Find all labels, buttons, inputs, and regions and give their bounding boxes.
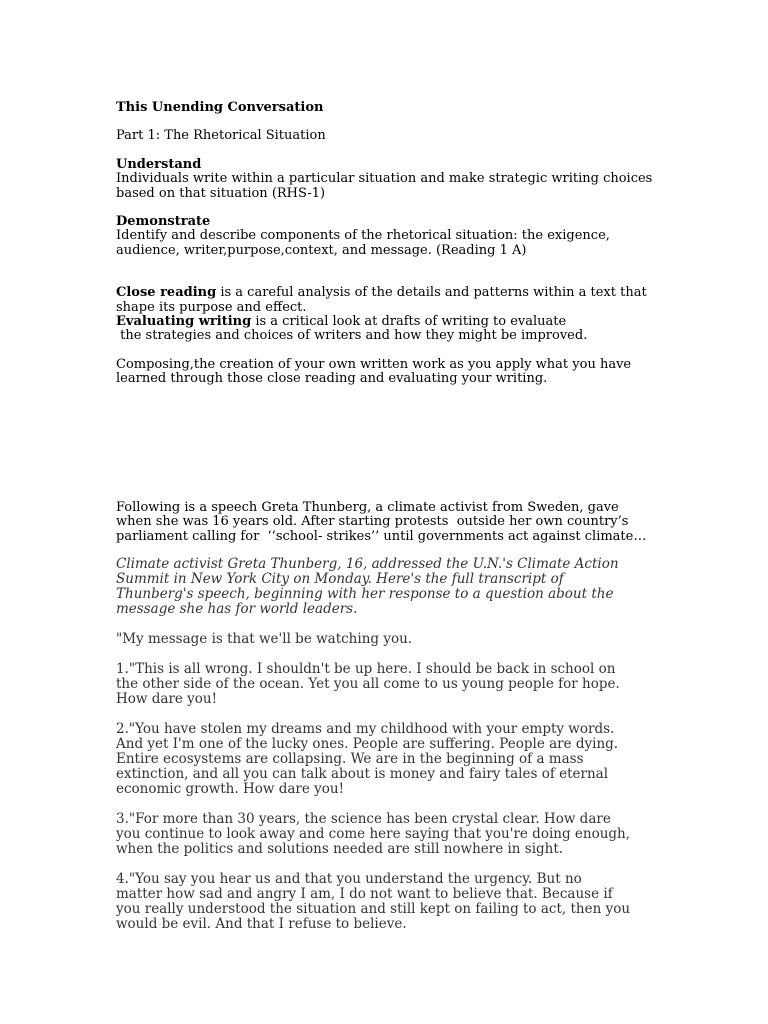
speech-intro-italic (116, 557, 676, 617)
document-page (116, 101, 676, 932)
intro-text-line: parliament calling for ‘‘school- strikes’’ until governments act against climate… (116, 528, 647, 544)
composing-text-line: Composing,the creation of your own written work as you apply what you have (116, 356, 632, 372)
speech-line: 1."This is all wrong. I shouldn't be up here. I should be back in school on (116, 660, 616, 677)
speech-line: economic growth. How dare you! (116, 780, 344, 797)
document-title: This Unending Conversation (116, 100, 324, 115)
speech-line: extinction, and all you can talk about is money and fairy tales of eternal (116, 765, 609, 782)
speech-line: 3."For more than 30 years, the science has been crystal clear. How dare (116, 810, 611, 827)
evaluating-writing-text: is a critical look at drafts of writing to evaluate (251, 314, 567, 330)
demonstrate-text-line: audience, writer,purpose,context, and message. (Reading 1 A) (116, 242, 527, 258)
speech-line: you really understood the situation and still kept on failing to act, then you (116, 900, 631, 917)
close-reading-text-line: shape its purpose and effect. (116, 299, 307, 315)
speech-line: Entire ecosystems are collapsing. We are in the beginning of a mass (116, 750, 584, 767)
speech-intro-line: message she has for world leaders. (116, 600, 358, 617)
speech-line: 4."You say you hear us and that you understand the urgency. But no (116, 870, 582, 887)
speech-line: you continue to look away and come here saying that you're doing enough, (116, 825, 631, 842)
composing-text-line: learned through those close reading and evaluating your writing. (116, 371, 548, 387)
speech-transcript (116, 557, 676, 932)
speech-opening: "My message is that we'll be watching you. (116, 630, 413, 647)
demonstrate-text-line: Identify and describe components of the rhetorical situation: the exigence, (116, 228, 610, 244)
speech-line: And yet I'm one of the lucky ones. People are suffering. People are dying. (116, 735, 619, 752)
evaluating-writing-term: Evaluating writing (116, 314, 252, 330)
speech-paragraph (116, 722, 676, 797)
speech-paragraph (116, 812, 676, 857)
close-reading-definition (116, 286, 676, 300)
speech-line: 2."You have stolen my dreams and my childhood with your empty words. (116, 720, 615, 737)
part-heading: Part 1: The Rhetorical Situation (116, 128, 326, 144)
speech-paragraph (116, 662, 676, 707)
speech-intro-line: Climate activist Greta Thunberg, 16, addressed the U.N.'s Climate Action (116, 555, 619, 572)
understand-text-line: Individuals write within a particular situation and make strategic writing choices (116, 171, 653, 187)
demonstrate-heading: Demonstrate (116, 214, 211, 230)
close-reading-text: is a careful analysis of the details and patterns within a text that (216, 285, 647, 301)
close-reading-term: Close reading (116, 285, 217, 301)
intro-text-line: Following is a speech Greta Thunberg, a climate activist from Sweden, gave (116, 499, 619, 515)
speech-intro-line: Thunberg's speech, beginning with her response to a question about the (116, 585, 614, 602)
speech-line: when the politics and solutions needed are still nowhere in sight. (116, 840, 564, 857)
speech-line: How dare you! (116, 690, 218, 707)
speech-intro-line: Summit in New York City on Monday. Here's the full transcript of (116, 570, 564, 587)
speech-line: matter how sad and angry I am, I do not want to believe that. Because if (116, 885, 613, 902)
understand-text-line: based on that situation (RHS-1) (116, 185, 326, 201)
evaluating-writing-definition (116, 315, 676, 329)
speech-line: the other side of the ocean. Yet you all come to us young people for hope. (116, 675, 620, 692)
understand-heading: Understand (116, 156, 202, 172)
evaluating-writing-text-line: the strategies and choices of writers and how they might be improved. (116, 328, 588, 344)
speech-line: would be evil. And that I refuse to believe. (116, 915, 407, 932)
intro-text-line: when she was 16 years old. After starting protests outside her own country’s (116, 514, 629, 530)
speech-paragraph (116, 872, 676, 932)
